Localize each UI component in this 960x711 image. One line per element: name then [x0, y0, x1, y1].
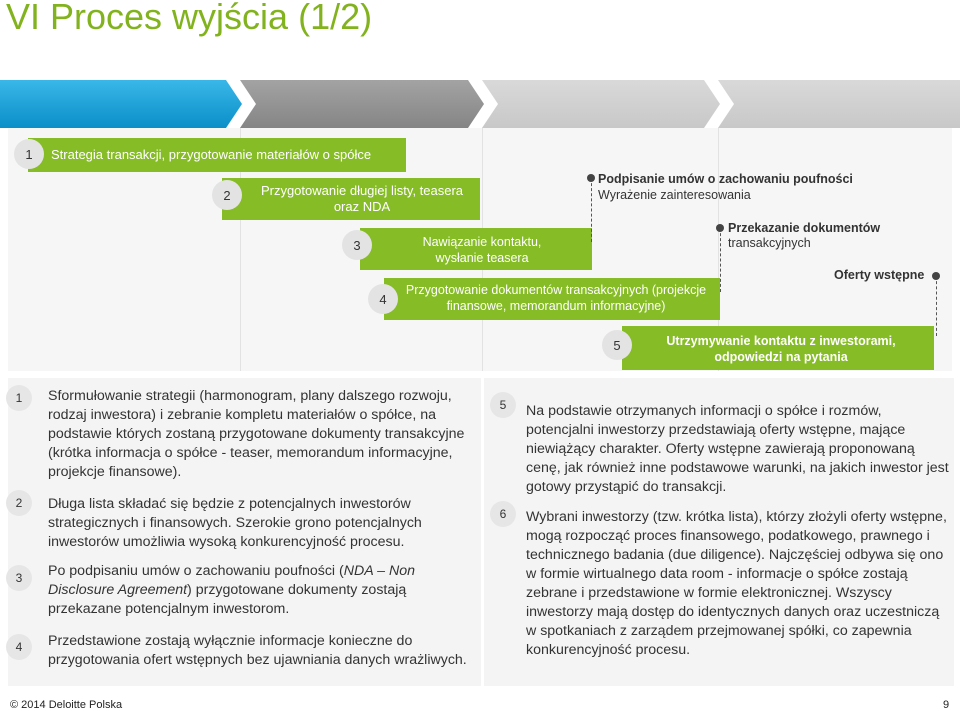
note-number: 2 — [6, 490, 32, 516]
phase-chevrons — [0, 80, 960, 128]
note-text-part: ) przygotowane dokumenty zostają przekazane potencjalnym inwestorom. — [48, 582, 407, 617]
milestone-label: Wyrażenie zainteresowania — [598, 188, 751, 202]
note-text: Przedstawione zostają wyłącznie informacje konieczne do przygotowania ofert wstępnych bez ujawniania danych wrażliwych. — [48, 633, 467, 668]
note-text-italic: NDA – Non Disclosure Agreement — [48, 563, 415, 598]
step-number: 2 — [212, 180, 242, 210]
milestone-dot — [587, 174, 595, 182]
milestone-label: Oferty wstępne — [834, 268, 925, 282]
milestone-dot — [716, 224, 724, 232]
step-number: 5 — [602, 330, 632, 360]
note-text — [48, 562, 472, 619]
chevron-4 — [718, 80, 960, 128]
milestone-dot — [932, 272, 940, 280]
note-text: Wybrani inwestorzy (tzw. krótka lista), którzy złożyli oferty wstępne, mogą rozpocząć proces finansowego, podatkowego, prawnego i technicznego badania (due diligence). Najczęściej odbywa się ono w formie wirtualnego data room - informacje o spółce zostają zebrane i przedstawione w formie elektronicznej. Wszyscy inwestorzy mają dostęp do identycznych danych oraz uczestniczą w spotkaniach z zarządem przejmowanej spółki, co zapewnia konkurencyjność procesu. — [526, 509, 947, 658]
note-number: 1 — [6, 385, 32, 411]
note-number: 3 — [6, 565, 32, 591]
step-number: 3 — [342, 230, 372, 260]
note-text: Na podstawie otrzymanych informacji o spółce i rozmów, potencjalni inwestorzy przedstawiają oferty wstępne, mające niewiążący charakter. Oferty wstępne zawierają proponowaną cenę, jak również inne podstawowe warunki, na jakich inwestor jest gotowy przystąpić do transakcji. — [526, 403, 949, 495]
milestone-label: Przekazanie dokumentów — [728, 221, 881, 235]
page-number: 9 — [943, 699, 950, 711]
chevron-2 — [240, 80, 484, 128]
note-number: 5 — [490, 392, 516, 418]
milestone-line — [720, 228, 721, 292]
note-text: Długa lista składać się będzie z potencjalnych inwestorów strategicznych i finansowych. Szerokie grono potencjalnych inwestorów umożliwia wysoką konkurencyjność procesu. — [48, 496, 422, 550]
step-number: 4 — [368, 284, 398, 314]
step-number: 1 — [14, 139, 44, 169]
milestone-label: Podpisanie umów o zachowaniu poufności — [598, 172, 853, 186]
chevron-3 — [482, 80, 720, 128]
step-label: Strategia transakcji, przygotowanie materiałów o spółce — [51, 147, 372, 162]
step-label: Utrzymywanie kontaktu z inwestorami, odpowiedzi na pytania — [666, 334, 896, 364]
footer-copyright: © 2014 Deloitte Polska — [10, 699, 123, 711]
step-label: Nawiązanie kontaktu, wysłanie teasera — [422, 235, 542, 265]
milestone-line — [936, 276, 937, 336]
note-text-part: Po podpisaniu umów o zachowaniu poufności ( — [48, 563, 344, 579]
note-number: 4 — [6, 634, 32, 660]
step-label: Przygotowanie długiej listy, teasera oraz NDA — [260, 183, 464, 214]
page-title: VI Proces wyjścia (1/2) — [6, 0, 373, 37]
milestone-line — [591, 178, 592, 242]
milestone-label: transakcyjnych — [728, 236, 811, 250]
step-label: Przygotowanie dokumentów transakcyjnych (projekcje finansowe, memorandum informacyjne) — [405, 283, 707, 313]
note-text: Sformułowanie strategii (harmonogram, plany dalszego rozwoju, rodzaj inwestora) i zebranie kompletu materiałów o spółce, na podstawie których zostaną przygotowane dokumenty transakcyjne (krótka informacja o spółce - teaser, memorandum informacyjne, projekcje finansowe). — [48, 388, 465, 480]
chevron-1 — [0, 80, 242, 128]
note-number: 6 — [490, 501, 516, 527]
